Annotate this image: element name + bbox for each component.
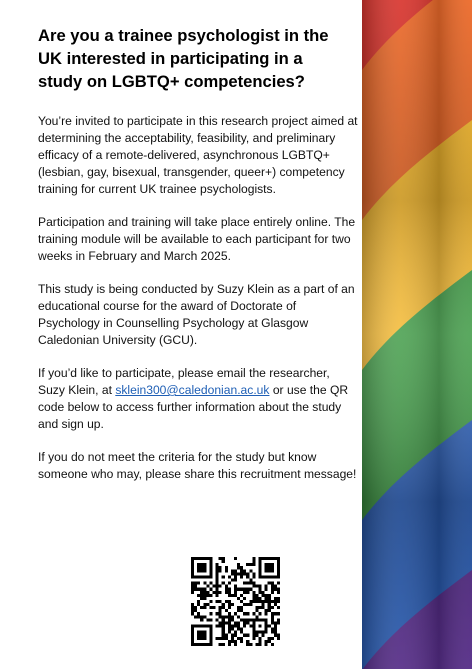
researcher-email-link[interactable]: sklein300@caledonian.ac.uk bbox=[115, 383, 270, 397]
qr-code-graphic bbox=[191, 557, 280, 646]
share-paragraph: If you do not meet the criteria for the study but know someone who may, please share this recruitment message! bbox=[38, 450, 357, 481]
contact-paragraph bbox=[38, 365, 358, 433]
intro-paragraph: You’re invited to participate in this research project aimed at determining the acceptability, feasibility, and preliminary efficacy of a remote-delivered, asynchronous LGBTQ+ (lesbian, gay, bisexual, transgender, queer+) competency training for current UK trainee psychologists. bbox=[38, 114, 358, 196]
poster-headline: Are you a trainee psychologist in the UK interested in participating in a study on LGBTQ+ competencies? bbox=[38, 26, 329, 91]
researcher-paragraph: This study is being conducted by Suzy Klein as a part of an educational course for the award of Doctorate of Psychology in Counselling Psychology at Glasgow Caledonian University (GCU). bbox=[38, 282, 355, 347]
qr-code-icon[interactable] bbox=[191, 557, 280, 646]
rainbow-flag-graphic bbox=[362, 0, 472, 669]
rainbow-flag-image bbox=[362, 0, 472, 669]
contact-text-before: If you’d like to participate, please email the researcher, Suzy Klein, at bbox=[38, 366, 330, 397]
contact-text-after: or use the QR code below to access further information about the study and sign up. bbox=[38, 383, 349, 431]
participation-paragraph: Participation and training will take place entirely online. The training module will be available to each participant for two weeks in February and March 2025. bbox=[38, 215, 356, 263]
